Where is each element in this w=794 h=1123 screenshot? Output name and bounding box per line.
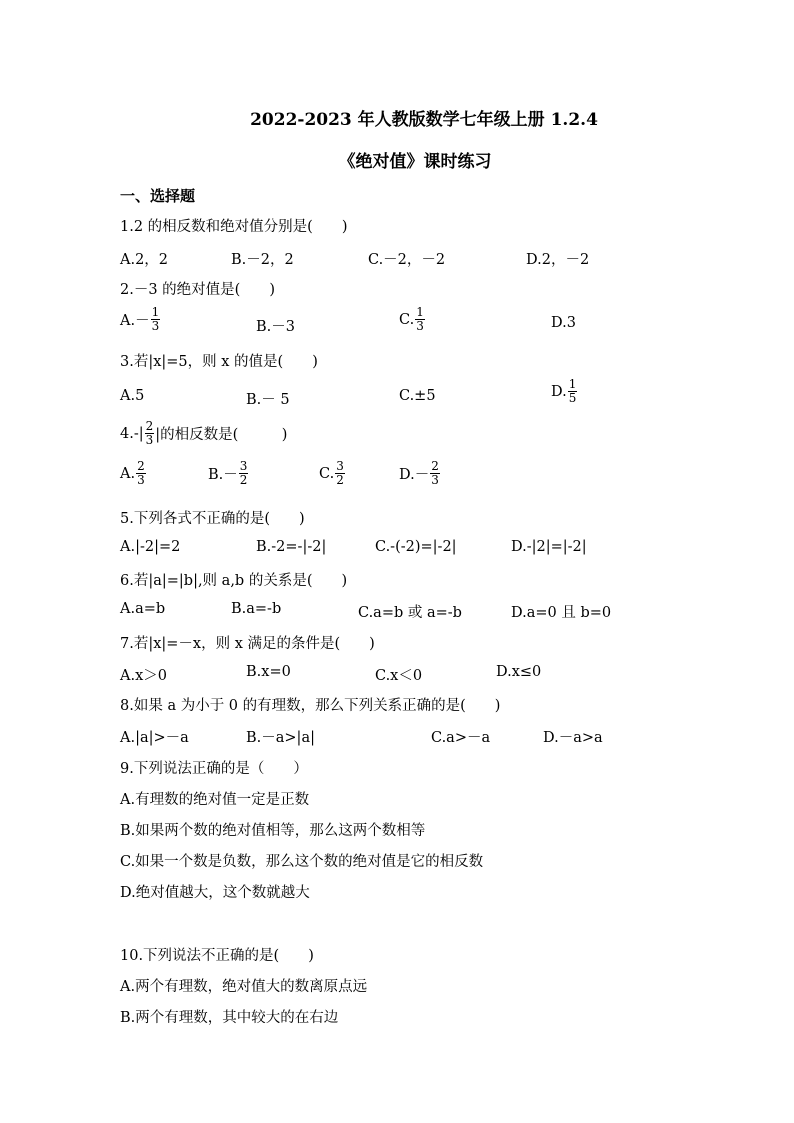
question-7-option-b: B.x=0 [246, 664, 291, 680]
question-7-option-a: A.x＞0 [120, 668, 167, 684]
question-4-option-b [208, 460, 249, 487]
question-4-option-d [399, 460, 441, 487]
question-3-option-d [551, 378, 578, 405]
title-line-2: 《绝对值》课时练习 [338, 152, 492, 172]
question-3-stem: 3.若|x|=5，则 x 的值是( ) [120, 354, 318, 370]
question-4-option-a [120, 460, 147, 487]
question-2-option-a [120, 306, 161, 333]
option-c-prefix: C. [399, 311, 415, 328]
question-6-option-c: C.a=b 或 a=-b [358, 605, 462, 621]
question-1-stem: 1.2 的相反数和绝对值分别是( ) [120, 219, 348, 235]
question-10-option-b: B.两个有理数，其中较大的在右边 [120, 1010, 339, 1026]
fraction-numerator: 3 [336, 459, 344, 473]
fraction-numerator: 2 [145, 419, 154, 433]
stem-suffix: |的相反数是( ) [155, 427, 288, 443]
question-6-option-a: A.a=b [120, 601, 166, 617]
question-6-option-b: B.a=-b [231, 601, 282, 617]
question-5-option-d: D.-|2|=|-2| [511, 539, 587, 555]
option-b-prefix: B.－ [208, 467, 238, 483]
option-d-prefix: D.－ [399, 467, 430, 483]
fraction-denominator: 5 [568, 391, 577, 405]
question-8-option-a: A.|a|>－a [120, 730, 189, 746]
question-1-option-c: C.－2，－2 [368, 252, 446, 268]
question-7-option-d: D.x≤0 [496, 664, 542, 680]
question-8-option-c: C.a>－a [431, 730, 491, 746]
question-5-stem: 5.下列各式不正确的是( ) [120, 511, 305, 527]
fraction-denominator: 3 [416, 319, 424, 333]
option-d-prefix: D. [551, 383, 567, 400]
fraction-numerator: 2 [137, 459, 145, 473]
question-3-option-a: A.5 [120, 388, 145, 404]
fraction [136, 460, 146, 487]
question-4-stem [120, 420, 287, 447]
question-9-option-b: B.如果两个数的绝对值相等，那么这两个数相等 [120, 823, 426, 839]
fraction [239, 460, 249, 487]
fraction-denominator: 3 [137, 473, 145, 487]
question-2-option-c [399, 306, 426, 333]
question-9-stem: 9.下列说法正确的是（ ） [120, 761, 308, 777]
fraction-numerator: 1 [568, 377, 577, 391]
stem-prefix: 4.-| [120, 425, 144, 442]
fraction-numerator: 1 [416, 305, 424, 319]
fraction-denominator: 3 [151, 319, 160, 333]
fraction-numerator: 2 [431, 459, 439, 473]
question-8-option-b: B.－a>|a| [246, 730, 315, 746]
question-1-option-a: A.2，2 [120, 252, 169, 268]
question-8-stem: 8.如果 a 为小于 0 的有理数，那么下列关系正确的是( ) [120, 698, 501, 714]
fraction [568, 378, 578, 405]
question-10-option-a: A.两个有理数，绝对值大的数离原点远 [120, 979, 368, 995]
question-2-option-b: B.－3 [256, 319, 295, 335]
question-8-option-d: D.－a>a [543, 730, 603, 746]
fraction-numerator: 1 [151, 305, 160, 319]
option-a-prefix: A. [120, 465, 136, 482]
fraction [430, 460, 440, 487]
question-4-option-c [319, 460, 346, 487]
title-line-1: 2022-2023 年人教版数学七年级上册 1.2.4 [250, 110, 598, 130]
option-a-prefix: A.－ [120, 313, 150, 329]
question-1-option-b: B.－2，2 [231, 252, 294, 268]
section-heading: 一、选择题 [120, 187, 196, 205]
question-6-stem: 6.若|a|=|b|,则 a,b 的关系是( ) [120, 573, 348, 589]
question-1-option-d: D.2，－2 [526, 252, 590, 268]
question-3-option-c: C.±5 [399, 388, 436, 404]
fraction [415, 306, 425, 333]
fraction-denominator: 3 [145, 433, 154, 447]
option-c-prefix: C. [319, 465, 335, 482]
question-7-option-c: C.x＜0 [375, 668, 423, 684]
question-7-stem: 7.若|x|=－x，则 x 满足的条件是( ) [120, 636, 375, 652]
fraction-denominator: 3 [431, 473, 439, 487]
question-2-stem: 2.－3 的绝对值是( ) [120, 282, 275, 298]
question-2-option-d: D.3 [551, 315, 576, 331]
question-9-option-c: C.如果一个数是负数，那么这个数的绝对值是它的相反数 [120, 854, 484, 870]
fraction [145, 420, 155, 447]
question-10-stem: 10.下列说法不正确的是( ) [120, 948, 314, 964]
question-3-option-b: B.－ 5 [246, 392, 290, 408]
fraction-numerator: 3 [239, 459, 248, 473]
question-5-option-b: B.-2=-|-2| [256, 539, 327, 555]
fraction-denominator: 2 [239, 473, 248, 487]
question-9-option-d: D.绝对值越大，这个数就越大 [120, 885, 310, 901]
fraction-denominator: 2 [336, 473, 344, 487]
question-9-option-a: A.有理数的绝对值一定是正数 [120, 792, 310, 808]
question-5-option-c: C.-(-2)=|-2| [375, 539, 457, 555]
fraction [335, 460, 345, 487]
question-5-option-a: A.|-2|=2 [120, 539, 181, 555]
question-6-option-d: D.a=0 且 b=0 [511, 605, 612, 621]
fraction [151, 306, 161, 333]
